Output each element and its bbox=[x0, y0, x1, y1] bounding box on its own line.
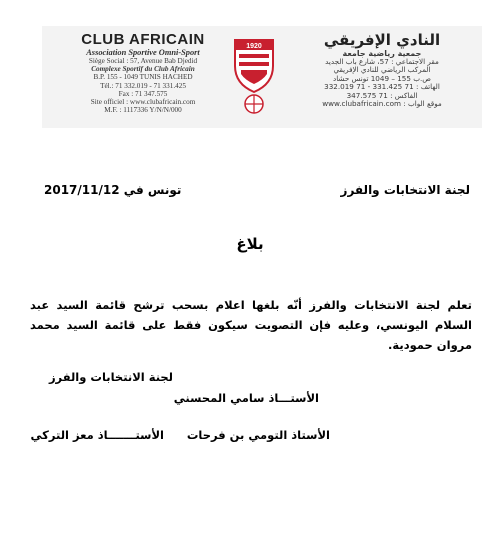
document-title: بلاغ bbox=[236, 235, 264, 253]
club-name-ar: النادي الإفريقي bbox=[323, 31, 441, 49]
bp-fr: B.P. 155 - 1049 TUNIS HACHED bbox=[93, 73, 193, 82]
committee-header: لجنة الانتخابات والفرز bbox=[340, 183, 470, 197]
letterhead-french bbox=[58, 32, 228, 114]
complexe-fr: Complexe Sportif du Club Africain bbox=[91, 65, 195, 74]
letterhead-arabic bbox=[292, 32, 472, 108]
signatory-3: الأستـــــــاذ معز التركي bbox=[30, 428, 164, 442]
logo-year: 1920 bbox=[246, 43, 262, 50]
club-crest-icon bbox=[229, 36, 279, 116]
fax-ar: الفاكس : 71 347.575 bbox=[346, 90, 418, 100]
siege-ar: مقر الاجتماعي : 57، شارع باب الجديد bbox=[325, 57, 439, 66]
site-fr: Site officiel : www.clubafricain.com bbox=[90, 98, 196, 107]
signatory-1: الأستـــاذ سامي المحسني bbox=[173, 391, 319, 405]
announcement-paragraph: تعلم لجنة الانتخابات والفرز أنّه بلغها اعلام بسحب ترشح قائمة السيد عبد السلام اليونسي، وعليه فإن التصويت سيكون فقط على قائمة السيد محمد مروان حمودية. bbox=[30, 298, 472, 352]
mf-fr: M.F. : 1117336 Y/N/N/000 bbox=[104, 106, 182, 115]
city-date: تونس في 2017/11/12 bbox=[44, 183, 182, 197]
siege-fr: Siège Social : 57, Avenue Bab Djedid bbox=[88, 57, 198, 65]
bp-ar: ص.ب 155 – 1049 تونس حشاد bbox=[333, 73, 431, 83]
letterhead bbox=[42, 26, 482, 128]
site-ar: موقع الواب : www.clubafricain.com bbox=[322, 99, 442, 109]
club-name-fr: CLUB AFRICAIN bbox=[81, 31, 205, 48]
club-logo bbox=[229, 36, 279, 116]
committee-signature: لجنة الانتخابات والفرز bbox=[48, 370, 173, 384]
signatory-2: الأستاذ التومي بن فرحات bbox=[186, 428, 330, 442]
tel-ar: الهاتف : 71 331.425 - 71 332.019 bbox=[324, 82, 440, 92]
association-ar: جمعية رياضية جامعة bbox=[342, 49, 422, 58]
complexe-ar: المركب الرياضي للنادي الإفريقي bbox=[333, 65, 431, 75]
association-fr: Association Sportive Omni-Sport bbox=[86, 48, 200, 57]
fax-fr: Fax : 71 347.575 bbox=[118, 89, 168, 98]
tel-fr: Tél.: 71 332.019 - 71 331.425 bbox=[100, 81, 186, 90]
